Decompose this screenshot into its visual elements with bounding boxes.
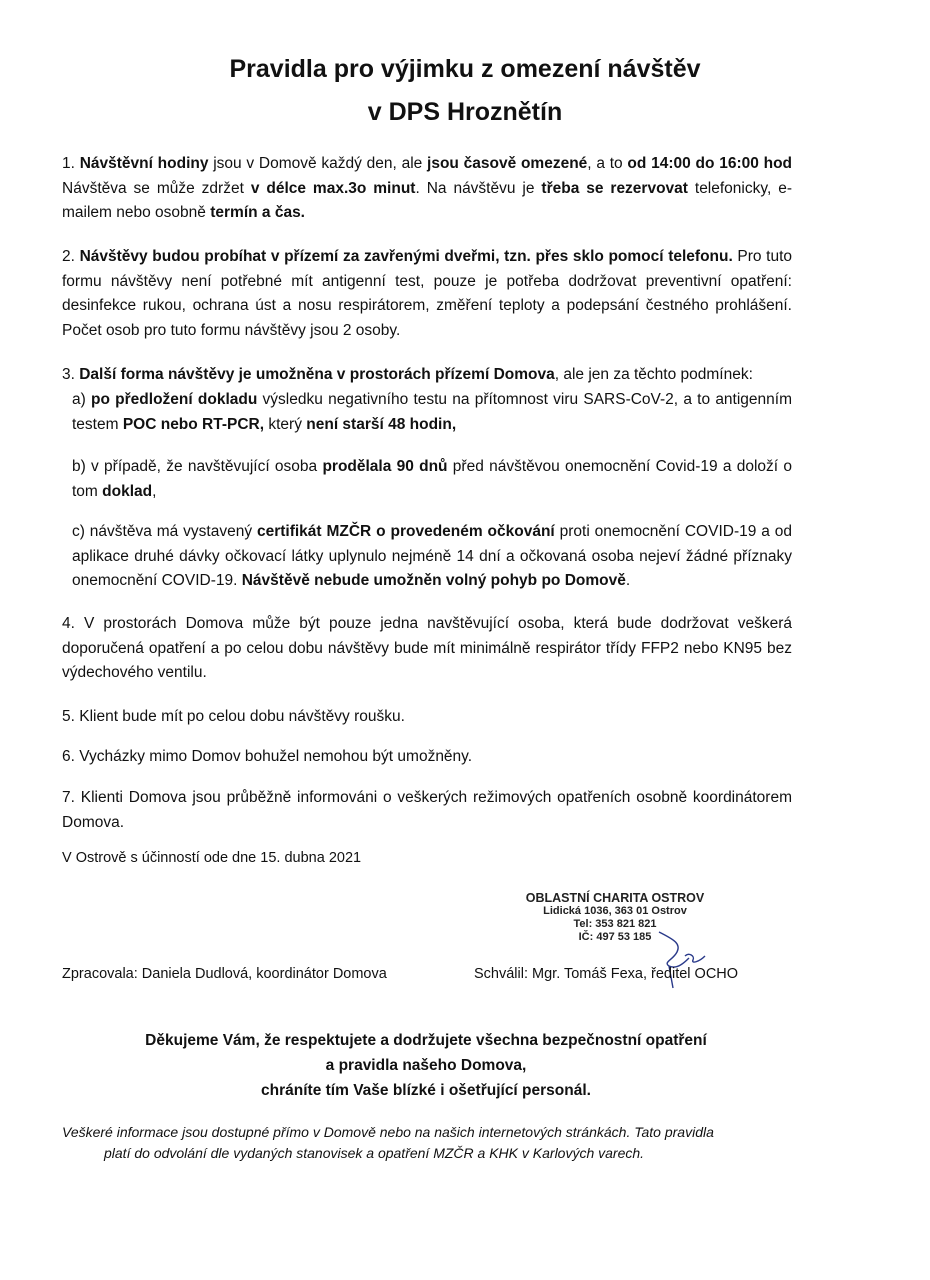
stamp-tel: Tel: 353 821 821 (573, 918, 657, 930)
stamp-org: OBLASTNÍ CHARITA OSTROV (525, 891, 705, 905)
rule-6: 6. Vycházky mimo Domov bohužel nemohou být umožněny. (62, 748, 473, 765)
rule-7: 7. Klienti Domova jsou průběžně informováni o veškerých režimových opatřeních osobně koordinátorem Domova. (62, 789, 792, 831)
thanks-message (0, 1028, 852, 1103)
rule-3c: c) návštěva má vystavený certifikát MZČR o provedeném očkování proti onemocnění COVID-19 a od aplikace druhé dávky očkovací látky uplynulo nejméně 14 dní a očkovaná osoba nejeví žádné příznaky onemocnění COVID-19. Návštěvě nebude umožněn volný pohyb po Domově. (72, 523, 792, 589)
rule-2: 2. Návštěvy budou probíhat v přízemí za zavřenými dveřmi, tzn. přes sklo pomocí telefonu. Pro tuto formu návštěvy není potřebné mít antigenní test, pouze je potřeba dodržovat preventivní opatření: desinfekce rukou, ochrana úst a nosu respirátorem, změření teploty a podepsání čestného prohlášení. Počet osob pro tuto formu návštěvy jsou 2 osoby. (62, 248, 793, 339)
thanks-line3: chráníte tím Vaše blízké i ošetřující personál. (261, 1082, 591, 1099)
prepared-by: Zpracovala: Daniela Dudlová, koordinátor Domova (62, 966, 387, 982)
rule-3b: b) v případě, že navštěvující osoba prodělala 90 dnů před návštěvou onemocnění Covid-19 a doloží o tom doklad, (72, 458, 792, 500)
approved-by: Schválil: Mgr. Tomáš Fexa, ředitel OCHO (474, 966, 739, 982)
effective-date: V Ostrově s účinností ode dne 15. dubna 2021 (62, 850, 362, 866)
rule-3a: a) po předložení dokladu výsledku negativního testu na přítomnost viru SARS-CoV-2, a to antigenním testem POC nebo RT-PCR, který není starší 48 hodin, (72, 391, 793, 433)
thanks-line1: Děkujeme Vám, že respektujete a dodržujete všechna bezpečnostní opatření (145, 1032, 707, 1049)
document-title-line1: Pravidla pro výjimku z omezení návštěv (229, 55, 701, 83)
stamp-ic: IČ: 497 53 185 (578, 931, 652, 943)
rule-1: 1. Návštěvní hodiny jsou v Domově každý den, ale jsou časově omezené, a to od 14:00 do 16:00 hod Návštěva se může zdržet v délce max.3o minut. Na návštěvu je třeba se rezervovat telefonicky, e-mailem nebo osobně termín a čas. (62, 155, 793, 221)
footer-note (62, 1122, 782, 1164)
rule-3: 3. Další forma návštěvy je umožněna v prostorách přízemí Domova, ale jen za těchto podmínek: (62, 366, 753, 383)
rule-4: 4. V prostorách Domova může být pouze jedna navštěvující osoba, která bude dodržovat veškerá doporučená opatření a po celou dobu návštěvy bude mít minimálně respirátor třídy FFP2 nebo KN95 bez výdechového ventilu. (62, 615, 792, 681)
stamp-address: Lidická 1036, 363 01 Ostrov (543, 905, 687, 917)
document-title-line2: v DPS Hroznětín (367, 98, 563, 126)
footer-line2: platí do odvolání dle vydaných stanovisek a opatření MZČR a KHK v Karlových varech. (104, 1145, 645, 1161)
footer-line1: Veškeré informace jsou dostupné přímo v Domově nebo na našich internetových stránkách. Tato pravidla (62, 1124, 714, 1140)
thanks-line2: a pravidla našeho Domova, (325, 1057, 527, 1074)
rule-5: 5. Klient bude mít po celou dobu návštěvy roušku. (62, 708, 405, 725)
